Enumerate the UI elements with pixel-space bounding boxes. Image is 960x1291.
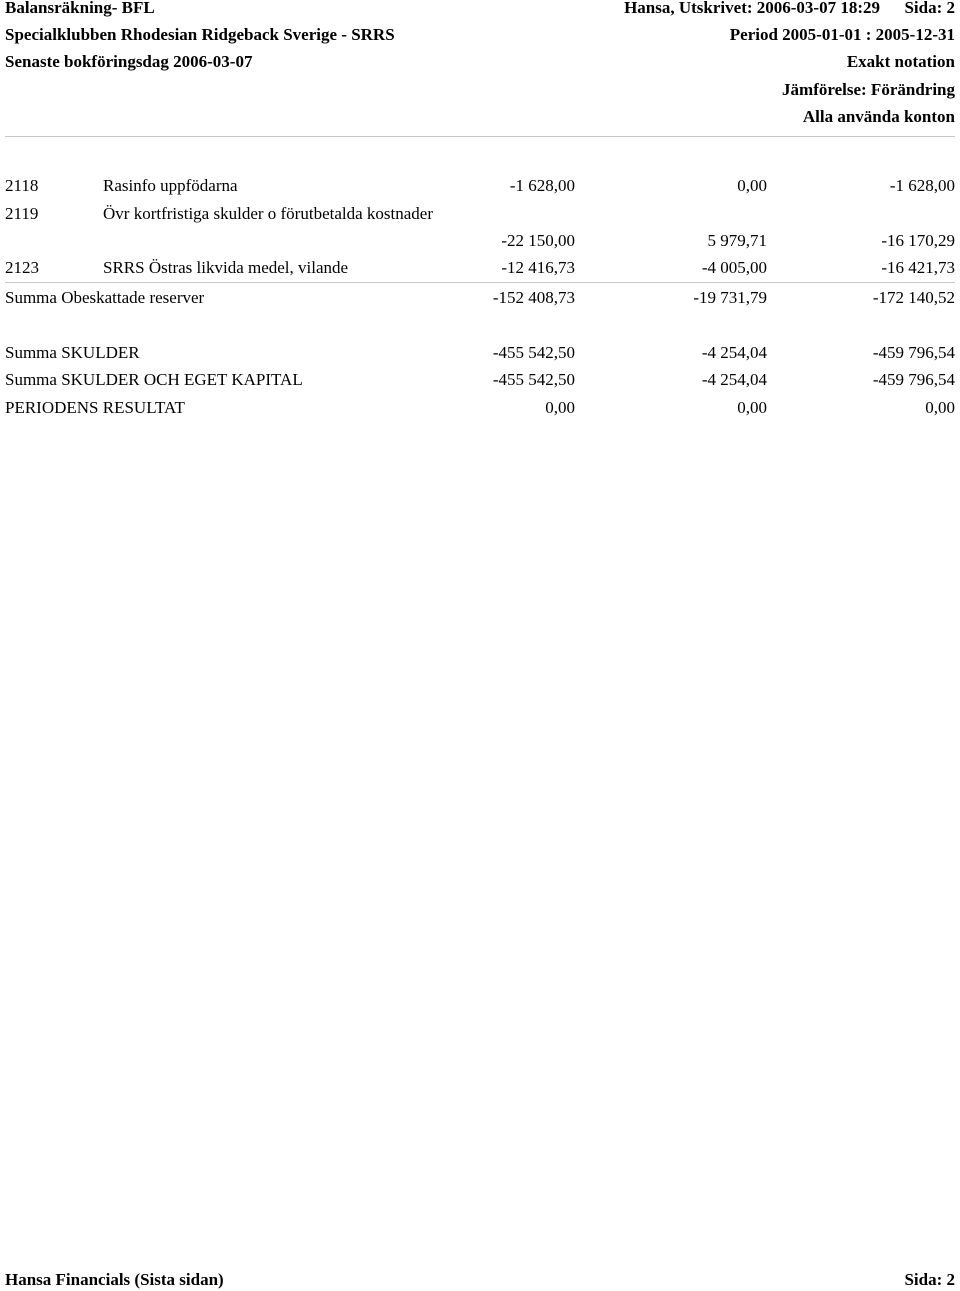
table-row: [0, 231, 960, 251]
total-value: -459 796,54: [872, 343, 955, 362]
account-name: Rasinfo uppfödarna: [103, 176, 238, 195]
change-value: -19 731,79: [693, 288, 767, 307]
sum-row: [0, 343, 960, 363]
sum-divider: [5, 282, 955, 283]
period-value: -1 628,00: [509, 176, 575, 195]
comparison-mode: Jämförelse: Förändring: [782, 80, 955, 99]
change-value: 0,00: [737, 398, 767, 417]
period-value: -455 542,50: [492, 343, 575, 362]
account-name: SRRS Östras likvida medel, vilande: [103, 258, 349, 277]
period-value: -12 416,73: [501, 258, 575, 277]
sum-label: Summa SKULDER: [5, 343, 140, 362]
period-value: 0,00: [545, 398, 575, 417]
total-value: -16 421,73: [881, 258, 955, 277]
change-value: -4 254,04: [701, 370, 767, 389]
last-posting-date: Senaste bokföringsdag 2006-03-07: [5, 52, 253, 71]
header-divider: [5, 136, 955, 137]
account-number: 2119: [5, 204, 39, 223]
sum-label: Summa SKULDER OCH EGET KAPITAL: [5, 370, 303, 389]
sum-label: Summa Obeskattade reserver: [5, 288, 205, 307]
footer-product: Hansa Financials (Sista sidan): [5, 1270, 224, 1289]
sum-row: [0, 288, 960, 308]
change-value: -4 254,04: [701, 343, 767, 362]
table-row: [0, 258, 960, 278]
total-value: -172 140,52: [872, 288, 955, 307]
company-name: Specialklubben Rhodesian Ridgeback Sverige - SRRS: [5, 25, 395, 44]
sum-label: PERIODENS RESULTAT: [5, 398, 185, 417]
total-value: 0,00: [925, 398, 955, 417]
notation-mode: Exakt notation: [846, 52, 955, 71]
sum-row: [0, 370, 960, 390]
account-name: Övr kortfristiga skulder o förutbetalda kostnader: [103, 204, 433, 223]
total-value: -1 628,00: [889, 176, 955, 195]
change-value: 5 979,71: [707, 231, 767, 250]
total-value: -16 170,29: [881, 231, 955, 250]
table-row: [0, 176, 960, 196]
account-number: 2123: [5, 258, 39, 277]
account-filter: Alla använda konton: [802, 107, 955, 126]
report-title: Balansräkning- BFL: [5, 0, 155, 17]
printed-timestamp: Hansa, Utskrivet: 2006-03-07 18:29: [624, 0, 880, 17]
account-number: 2118: [5, 176, 39, 195]
sum-row: [0, 398, 960, 418]
period-value: -455 542,50: [492, 370, 575, 389]
page-number: Sida: 2: [904, 0, 955, 17]
period-value: -152 408,73: [492, 288, 575, 307]
change-value: -4 005,00: [701, 258, 767, 277]
period-value: -22 150,00: [501, 231, 575, 250]
table-row: [0, 204, 960, 224]
footer-page-number: Sida: 2: [904, 1270, 955, 1289]
total-value: -459 796,54: [872, 370, 955, 389]
change-value: 0,00: [737, 176, 767, 195]
report-period: Period 2005-01-01 : 2005-12-31: [729, 25, 955, 44]
